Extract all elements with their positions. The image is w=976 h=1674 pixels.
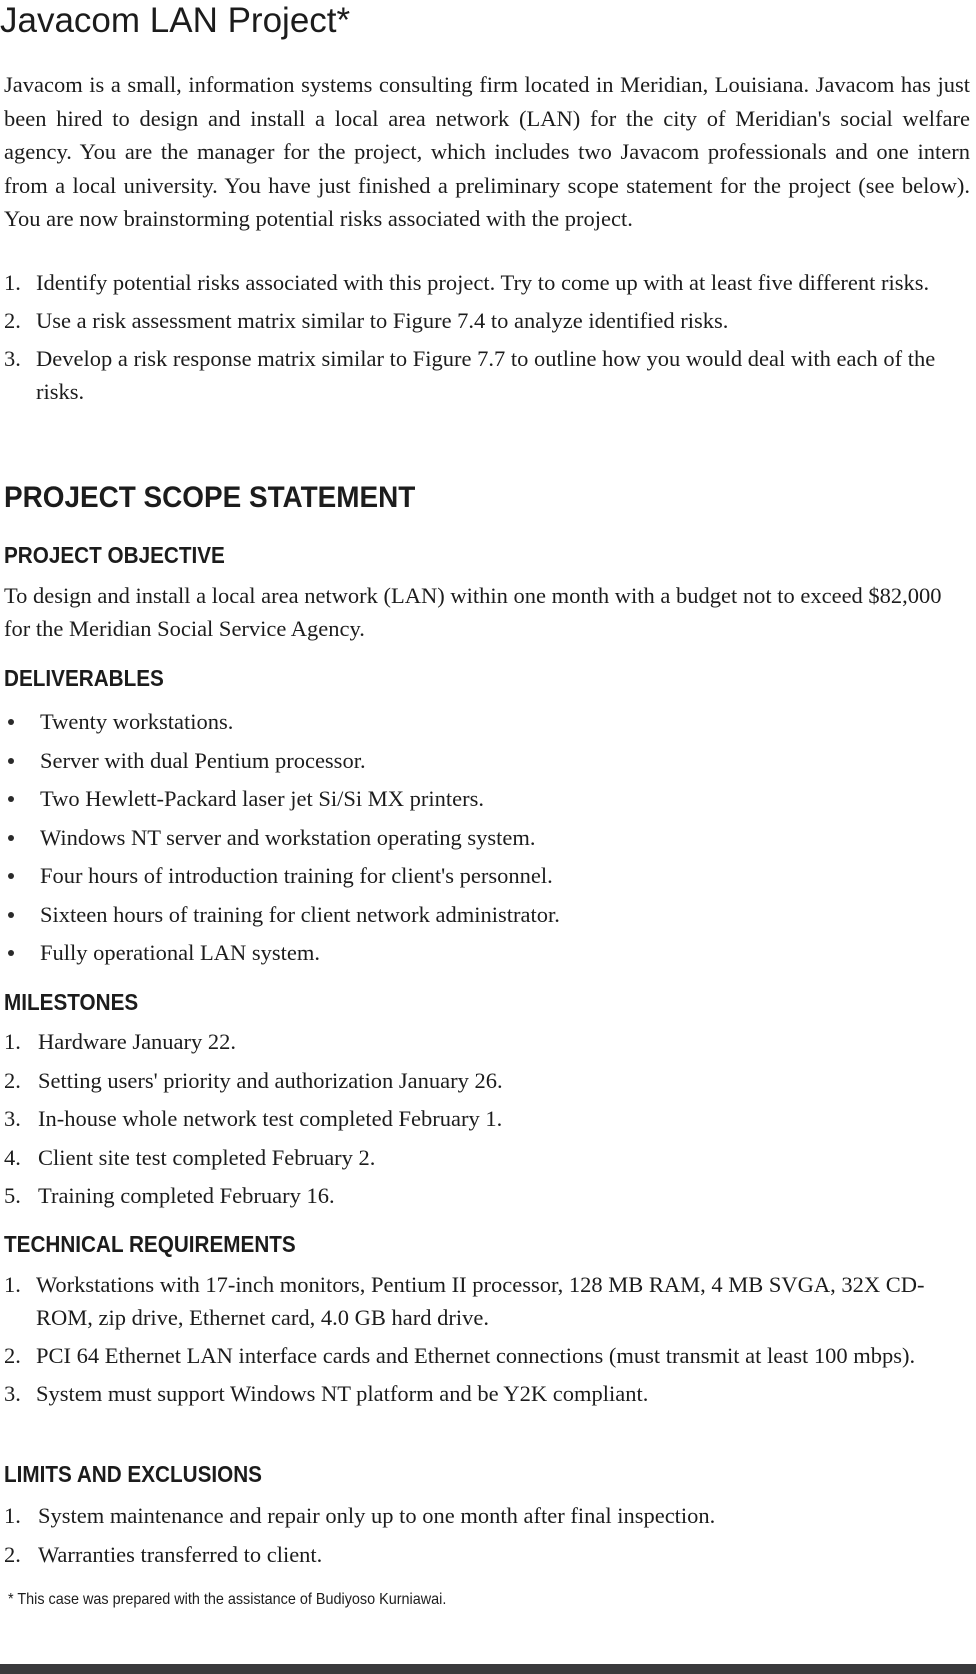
- deliverable-item: Twenty workstations.: [4, 703, 964, 742]
- task-number: 2.: [4, 308, 21, 333]
- technical-requirements-list: [4, 1268, 970, 1415]
- task-item: [4, 304, 970, 337]
- milestone-item: 1. Hardware January 22.: [4, 1029, 237, 1054]
- case-title: Javacom LAN Project*: [0, 1, 351, 40]
- bullet-icon: [8, 912, 14, 918]
- limits-exclusions-list: [4, 1497, 964, 1574]
- objective-heading: PROJECT OBJECTIVE: [4, 542, 225, 568]
- task-number: 1.: [4, 270, 21, 295]
- deliverables-list: [4, 703, 964, 973]
- deliverable-item: Two Hewlett-Packard laser jet Si/Si MX printers.: [4, 780, 964, 819]
- limit-item: 2. Warranties transferred to client.: [4, 1541, 323, 1567]
- milestone-item: 5. Training completed February 16.: [4, 1183, 335, 1208]
- task-item: [4, 342, 970, 408]
- bullet-icon: [8, 835, 14, 841]
- bullet-icon: [8, 873, 14, 879]
- task-list: [4, 266, 970, 413]
- milestone-item: 3. In-house whole network test completed February 1.: [4, 1106, 503, 1131]
- milestones-heading: MILESTONES: [4, 989, 139, 1015]
- milestones-list: [4, 1023, 964, 1216]
- bullet-icon: [8, 758, 14, 764]
- deliverable-item: Sixteen hours of training for client network administrator.: [4, 896, 964, 935]
- limits-exclusions-heading: LIMITS AND EXCLUSIONS: [4, 1461, 263, 1487]
- scope-statement-heading: PROJECT SCOPE STATEMENT: [4, 481, 416, 514]
- requirement-item: 3. System must support Windows NT platform and be Y2K compliant.: [4, 1381, 649, 1406]
- task-text: Develop a risk response matrix similar to Figure 7.7 to outline how you would deal with each of the risks.: [36, 346, 936, 404]
- deliverable-item: Fully operational LAN system.: [4, 934, 964, 973]
- intro-paragraph: Javacom is a small, information systems consulting firm located in Meridian, Louisiana. Javacom has just been hired to design and install a local area network (LAN) for the city of Meridian's social welfare agency. You are the manager for the project, which includes two Javacom professionals and one intern from a local university. You have just finished a preliminary scope statement for the project (see below). You are now brainstorming potential risks associated with the project.: [4, 72, 970, 231]
- deliverable-item: Windows NT server and workstation operating system.: [4, 819, 964, 858]
- deliverable-item: Server with dual Pentium processor.: [4, 742, 964, 781]
- milestone-item: 4. Client site test completed February 2.: [4, 1144, 376, 1170]
- task-text: Use a risk assessment matrix similar to Figure 7.4 to analyze identified risks.: [36, 308, 729, 333]
- requirement-item: 2. PCI 64 Ethernet LAN interface cards and Ethernet connections (must transmit at least 100 mbps).: [4, 1343, 916, 1368]
- requirement-item: 1. Workstations with 17-inch monitors, Pentium II processor, 128 MB RAM, 4 MB SVGA, 32X CD-ROM, zip drive, Ethernet card, 4.0 GB hard drive.: [4, 1272, 925, 1330]
- deliverables-heading: DELIVERABLES: [4, 665, 164, 691]
- objective-text: To design and install a local area network (LAN) within one month with a budget not to exceed $82,000 for the Meridian Social Service Agency.: [4, 583, 942, 641]
- bottom-edge-bar: [0, 1664, 976, 1674]
- footnote: * This case was prepared with the assistance of Budiyoso Kurniawai.: [8, 1591, 447, 1608]
- deliverable-item: Four hours of introduction training for client's personnel.: [4, 857, 964, 896]
- bullet-icon: [8, 719, 14, 725]
- bullet-icon: [8, 950, 14, 956]
- technical-requirements-heading: TECHNICAL REQUIREMENTS: [4, 1231, 296, 1257]
- task-item: [4, 266, 970, 299]
- milestone-item: 2. Setting users' priority and authorization January 26.: [4, 1067, 503, 1093]
- task-text: Identify potential risks associated with this project. Try to come up with at least five different risks.: [36, 270, 930, 295]
- task-number: 3.: [4, 346, 21, 371]
- bullet-icon: [8, 796, 14, 802]
- limit-item: 1. System maintenance and repair only up to one month after final inspection.: [4, 1503, 716, 1528]
